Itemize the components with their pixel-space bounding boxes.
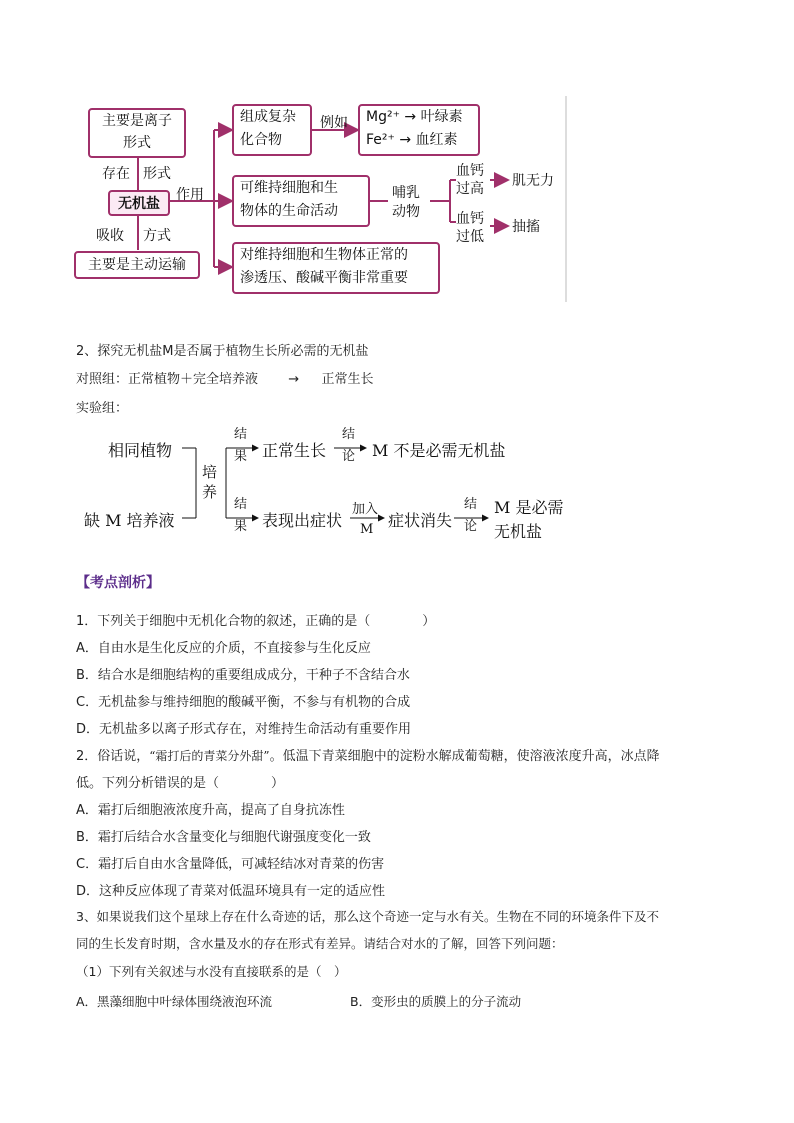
label-example: 例如 [320,115,348,131]
q1-option-d[interactable]: D．无机盐多以离子形式存在，对维持生命活动有重要作用 [76,722,412,737]
q3-stem-line1: 3、如果说我们这个星球上存在什么奇迹的话，那么这个奇迹一定与水有关。生物在不同的环境条件下及不 [76,909,659,924]
symptoms-disappear: 症状消失 [388,511,453,530]
box-life-activity: 可维持细胞和生 物体的生命活动 [232,175,370,227]
q3-sub1: （1）下列有关叙述与水没有直接联系的是（ ） [76,964,347,979]
box-active-transport: 主要是主动运输 [74,251,200,279]
q2-option-d[interactable]: D．这种反应体现了青菜对低温环境具有一定的适应性 [76,884,386,899]
q2-option-c[interactable]: C．霜打后自由水含量降低，可减轻结冰对青菜的伤害 [76,857,385,872]
section2-title: 2、探究无机盐M是否属于植物生长所必需的无机盐 [76,344,369,359]
q2-option-a[interactable]: A．霜打后细胞液浓度升高，提高了自身抗冻性 [76,803,345,818]
center-inorganic-salt: 无机盐 [108,190,170,216]
q1-option-b[interactable]: B．结合水是细胞结构的重要组成成分，干种子不含结合水 [76,668,410,683]
result-convulsion: 抽搐 [512,219,540,235]
label-culture: 培 养 [202,463,218,501]
analysis-heading: 【考点剖析】 [76,575,160,591]
label-function: 作用 [176,187,204,203]
q3-stem-line2: 同的生长发育时期，含水量及水的存在形式有差异。请结合对水的了解，回答下列问题： [76,936,564,951]
box-osmotic-pressure: 对维持细胞和生物体正常的 渗透压、酸碱平衡非常重要 [232,242,440,294]
q2-option-b[interactable]: B．霜打后结合水含量变化与细胞代谢强度变化一致 [76,830,371,845]
required-salt: M 是必需 无机盐 [494,498,564,541]
label-conclusion-2: 结 论 [464,497,478,534]
label-mammal: 哺乳 动物 [392,185,420,220]
normal-growth: 正常生长 [262,441,327,460]
box-ion-form: 主要是离子 形式 [88,108,186,158]
label-conclusion-1: 结 论 [342,427,356,464]
label-calcium-high: 血钙 过高 [456,163,484,197]
show-symptoms: 表现出症状 [262,511,343,530]
same-plant: 相同植物 [108,441,173,460]
label-form: 形式 [143,166,171,182]
result-muscle-weakness: 肌无力 [512,173,554,189]
label-method: 方式 [143,228,171,244]
label-add-m: M [360,522,374,537]
q1-option-a[interactable]: A．自由水是生化反应的介质，不直接参与生化反应 [76,641,371,656]
label-calcium-low: 血钙 过低 [456,211,484,245]
q2-stem-line2: 低。下列分析错误的是（ ） [76,776,285,791]
experiment-group-label: 实验组： [76,401,129,416]
q3-option-a[interactable]: A．黑藻细胞中叶绿体围绕液泡环流 [76,994,273,1009]
box-complex-compound: 组成复杂 化合物 [232,104,312,156]
q1-option-c[interactable]: C．无机盐参与维持细胞的酸碱平衡，不参与有机物的合成 [76,695,411,710]
lacking-m-medium: 缺 M 培养液 [84,511,175,530]
label-exist: 存在 [102,166,130,182]
label-result-2: 结 果 [234,497,248,534]
label-absorb: 吸收 [96,228,124,244]
box-mg-fe: Mg²⁺ → 叶绿素 Fe²⁺ → 血红素 [358,104,480,156]
q2-stem-line1: 2．俗话说，“霜打后的青菜分外甜”。低温下青菜细胞中的淀粉水解成葡萄糖，使溶液浓度升高，冰点降 [76,749,660,764]
not-required-salt: M 不是必需无机盐 [372,441,506,460]
label-add: 加入 [352,502,379,517]
control-group-line: 对照组：正常植物＋完全培养液 → 正常生长 [76,372,374,387]
q1-stem: 1．下列关于细胞中无机化合物的叙述，正确的是（ ） [76,614,436,629]
q3-option-b[interactable]: B．变形虫的质膜上的分子流动 [350,994,522,1009]
label-result-1: 结 果 [234,427,248,464]
